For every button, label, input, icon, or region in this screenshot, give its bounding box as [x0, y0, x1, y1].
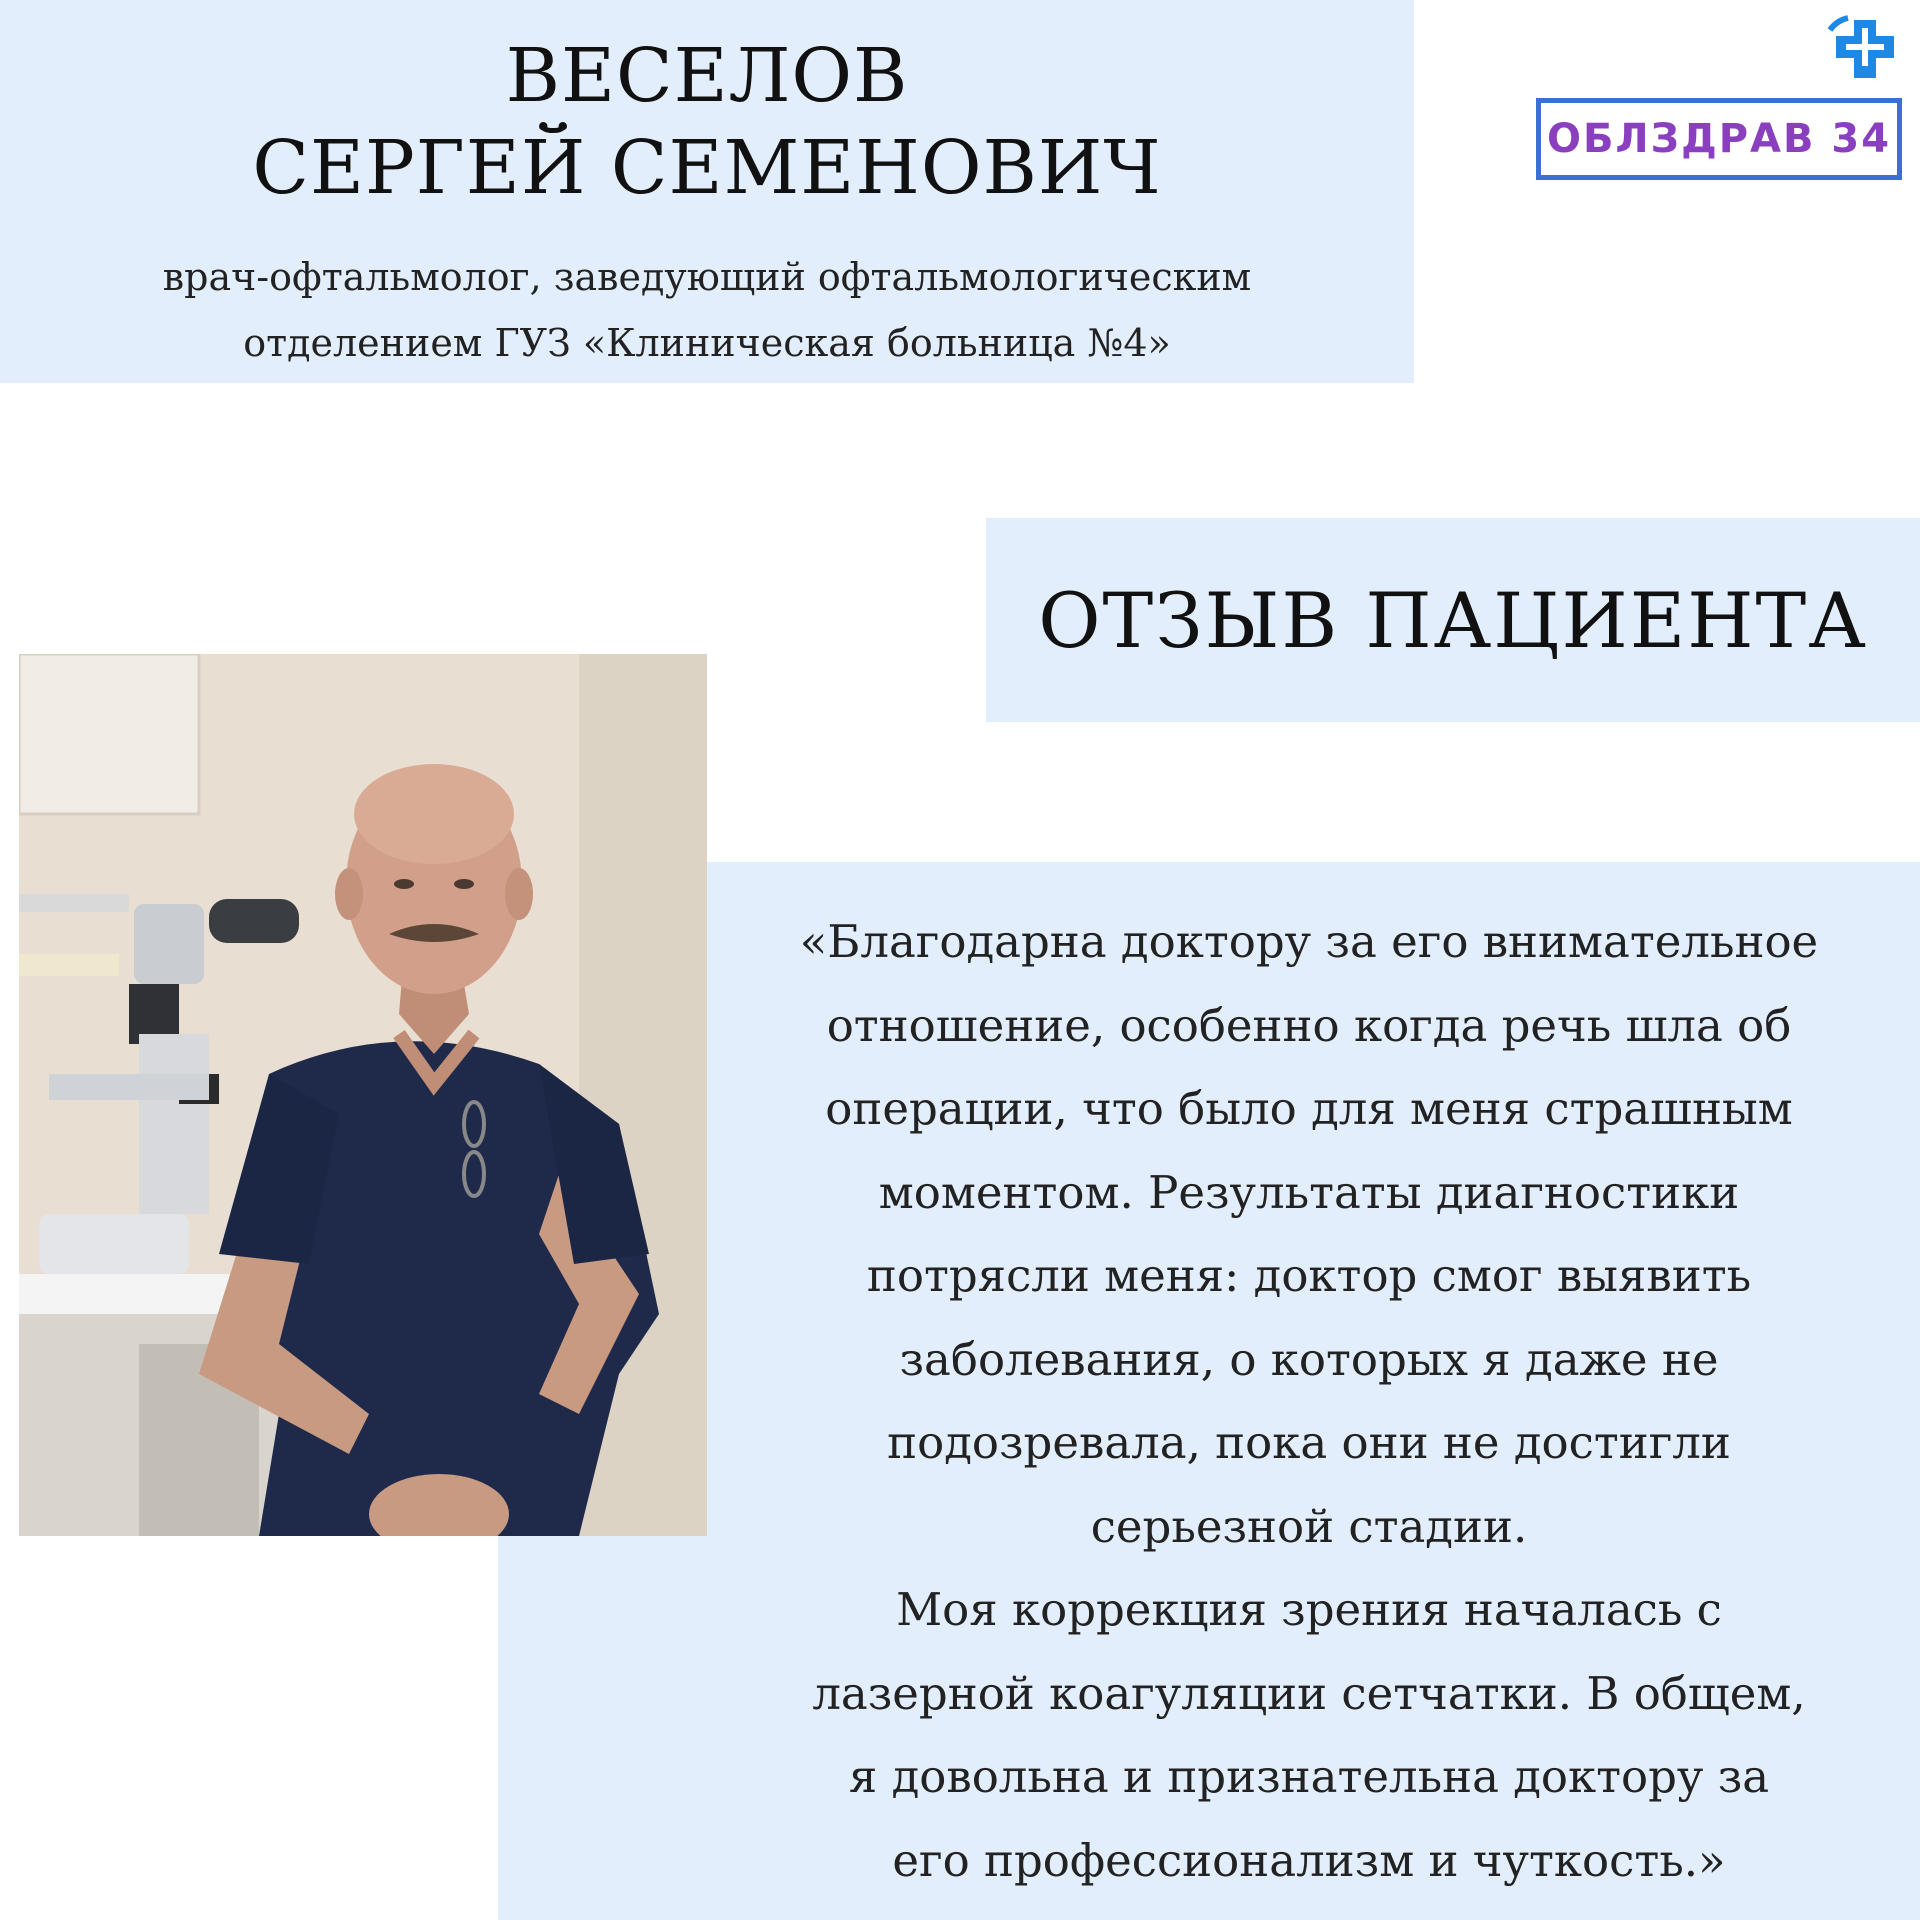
doctor-name	[0, 30, 1414, 214]
quote-panel	[498, 862, 1920, 1920]
review-title-panel	[986, 518, 1920, 722]
doctor-surname: ВЕСЕЛОВ	[505, 33, 909, 119]
header-panel	[0, 0, 1414, 383]
oblzdrav-logo	[1536, 14, 1912, 190]
logo-text: ОБЛЗДРАВ 34	[1546, 116, 1892, 162]
review-title: ОТЗЫВ ПАЦИЕНТА	[1038, 575, 1868, 665]
doctor-photo	[19, 654, 707, 1536]
logo-badge	[1536, 98, 1902, 180]
doctor-given-names: СЕРГЕЙ СЕМЕНОВИЧ	[252, 125, 1162, 211]
patient-review-quote: «Благодарна доктору за его внимательное отношение, особенно когда речь шла об операции, что было для меня страшным моментом. Результаты диагностики потрясли меня: доктор смог выявить заболевания, о которых я даже не подозревала, пока они не достигли серьезной стадии. Моя коррекция зрения началась с лазерной коагуляции сетчатки. В общем, я довольна и признательна доктору за его профессионализм и чуткость.»	[799, 915, 1819, 1887]
medical-cross-icon	[1824, 14, 1908, 86]
doctor-photo-illustration	[19, 654, 707, 1536]
doctor-position: врач-офтальмолог, заведующий офтальмологическим отделением ГУЗ «Клиническая больница №4»	[162, 255, 1252, 365]
